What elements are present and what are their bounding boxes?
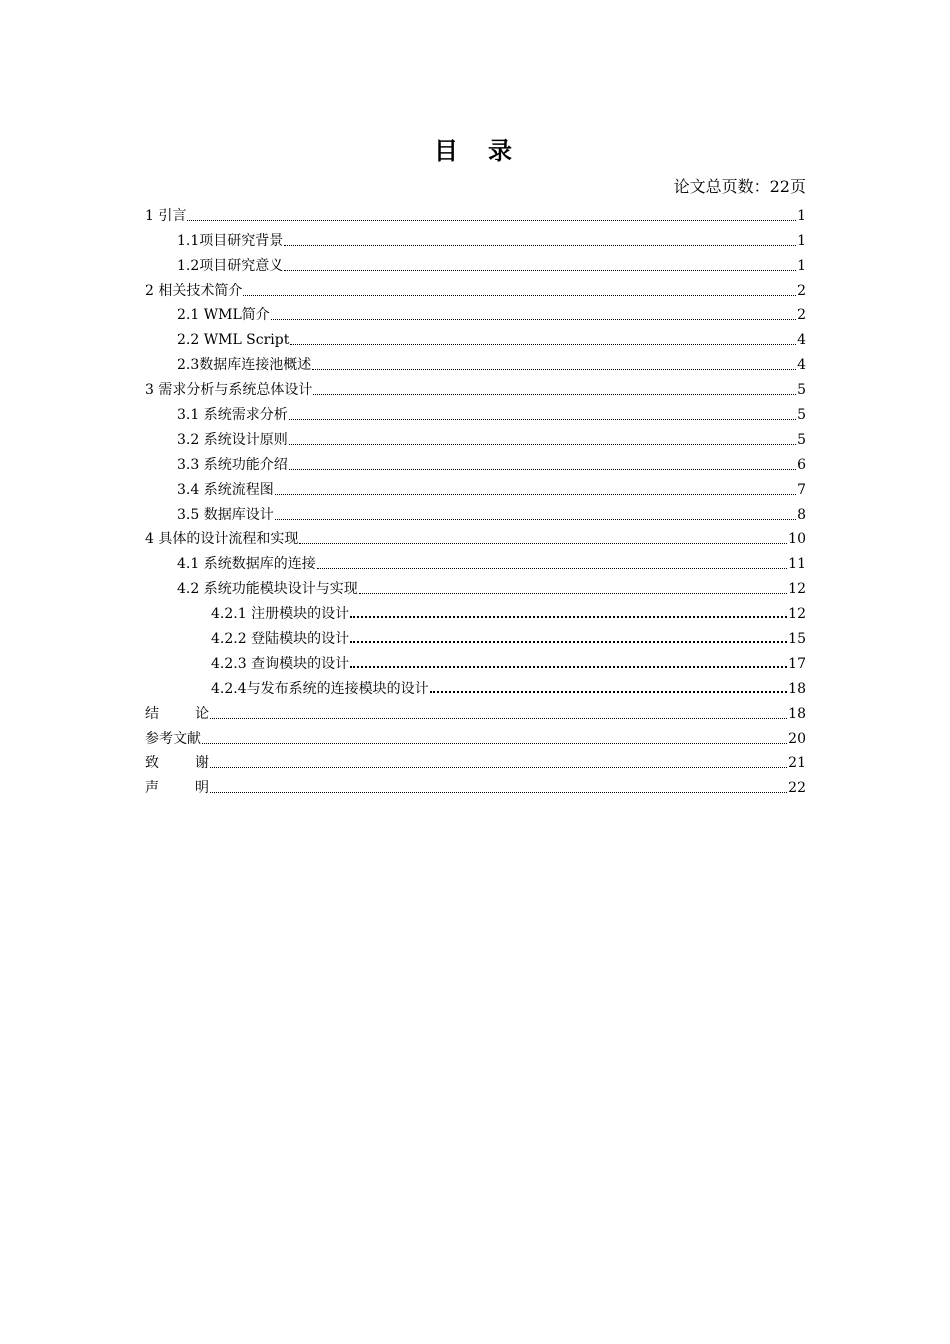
toc-entry-page-number: 17 — [788, 655, 806, 672]
toc-entry-label: 4.1 系统数据库的连接 — [177, 556, 316, 573]
toc-entry[interactable] — [145, 424, 806, 449]
toc-entry-label: 4.2 系统功能模块设计与实现 — [177, 581, 358, 598]
toc-entry-page-number: 22 — [788, 780, 806, 797]
toc-entry-page-number: 1 — [797, 232, 806, 249]
toc-entry[interactable] — [145, 698, 806, 723]
toc-entry-page-number: 5 — [797, 382, 806, 399]
toc-dot-leader — [312, 369, 796, 370]
toc-entry[interactable] — [145, 772, 806, 797]
toc-entry-label: 4.2.1 注册模块的设计 — [211, 606, 350, 623]
toc-entry[interactable] — [145, 275, 806, 300]
toc-entry-page-number: 4 — [797, 332, 806, 349]
toc-dot-leader — [350, 616, 787, 618]
toc-entry-label: 2.2 WML Script — [177, 332, 290, 349]
toc-entry[interactable] — [145, 573, 806, 598]
toc-dot-leader — [202, 743, 787, 744]
toc-entry-page-number: 18 — [788, 705, 806, 722]
toc-entry-page-number: 15 — [788, 631, 806, 648]
toc-entry[interactable] — [145, 499, 806, 524]
toc-dot-leader — [289, 444, 796, 445]
toc-entry-page-number: 2 — [797, 307, 806, 324]
toc-entry-page-number: 11 — [788, 556, 806, 573]
toc-entry-page-number: 1 — [797, 207, 806, 224]
toc-entry-label: 3 需求分析与系统总体设计 — [145, 382, 313, 399]
toc-entry[interactable] — [145, 474, 806, 499]
toc-dot-leader — [210, 718, 787, 719]
toc-dot-leader — [430, 691, 788, 693]
toc-dot-leader — [289, 469, 796, 470]
toc-dot-leader — [299, 543, 787, 544]
toc-dot-leader — [284, 270, 796, 271]
toc-entry-label: 4 具体的设计流程和实现 — [145, 531, 299, 548]
toc-dot-leader — [284, 245, 796, 246]
toc-entry-label: 1 引言 — [145, 207, 187, 224]
toc-entry[interactable] — [145, 449, 806, 474]
toc-title-char-1: 目 — [434, 136, 462, 165]
toc-entry[interactable] — [145, 349, 806, 374]
toc-entry-label: 声明 — [145, 780, 209, 797]
toc-entry-label: 4.2.2 登陆模块的设计 — [211, 631, 350, 648]
toc-dot-leader — [350, 641, 787, 643]
toc-entry-label: 3.1 系统需求分析 — [177, 407, 288, 424]
toc-entry-label: 3.5 数据库设计 — [177, 506, 274, 523]
toc-dot-leader — [210, 792, 787, 793]
toc-entry-page-number: 12 — [788, 581, 806, 598]
toc-entry-label: 4.2.3 查询模块的设计 — [211, 655, 350, 672]
toc-entry[interactable] — [145, 300, 806, 325]
toc-entry-label: 2 相关技术简介 — [145, 282, 243, 299]
toc-dot-leader — [187, 220, 796, 221]
toc-entry-label: 致谢 — [145, 755, 209, 772]
toc-entry[interactable] — [145, 598, 806, 623]
toc-entry-label: 结论 — [145, 705, 209, 722]
toc-dot-leader — [210, 767, 787, 768]
toc-entry[interactable] — [145, 673, 806, 698]
toc-entry[interactable] — [145, 524, 806, 549]
toc-entry-label: 1.2项目研究意义 — [177, 257, 284, 274]
toc-entry[interactable] — [145, 623, 806, 648]
toc-entry[interactable] — [145, 225, 806, 250]
toc-entry-label: 3.3 系统功能介绍 — [177, 456, 288, 473]
toc-title — [0, 134, 950, 168]
toc-entry-label: 4.2.4与发布系统的连接模块的设计 — [211, 680, 429, 697]
toc-dot-leader — [317, 568, 787, 569]
toc-dot-leader — [359, 593, 787, 594]
toc-entry-label: 3.4 系统流程图 — [177, 481, 274, 498]
toc-entry[interactable] — [145, 748, 806, 773]
toc-entry-page-number: 18 — [788, 680, 806, 697]
toc-entry-page-number: 8 — [797, 506, 806, 523]
toc-entry[interactable] — [145, 374, 806, 399]
toc-entry-page-number: 20 — [788, 730, 806, 747]
toc-entry[interactable] — [145, 723, 806, 748]
toc-entry-page-number: 6 — [797, 456, 806, 473]
toc-entry[interactable] — [145, 648, 806, 673]
toc-entry[interactable] — [145, 399, 806, 424]
toc-entry-page-number: 21 — [788, 755, 806, 772]
toc-entry-page-number: 7 — [797, 481, 806, 498]
toc-dot-leader — [243, 295, 796, 296]
toc-entry[interactable] — [145, 324, 806, 349]
toc-entry-label: 3.2 系统设计原则 — [177, 431, 288, 448]
toc-entry[interactable] — [145, 250, 806, 275]
toc-entry-page-number: 1 — [797, 257, 806, 274]
toc-entry[interactable] — [145, 548, 806, 573]
table-of-contents — [145, 200, 806, 797]
toc-entry-page-number: 12 — [788, 606, 806, 623]
toc-entry-page-number: 5 — [797, 431, 806, 448]
toc-entry[interactable] — [145, 200, 806, 225]
toc-dot-leader — [289, 419, 796, 420]
toc-entry-label: 2.1 WML简介 — [177, 307, 270, 324]
toc-entry-page-number: 10 — [788, 531, 806, 548]
toc-title-char-2: 录 — [488, 136, 516, 165]
toc-entry-label: 参考文献 — [145, 730, 201, 747]
toc-entry-label: 1.1项目研究背景 — [177, 232, 284, 249]
toc-entry-page-number: 5 — [797, 407, 806, 424]
toc-entry-label: 2.3数据库连接池概述 — [177, 357, 312, 374]
total-page-count: 论文总页数：22页 — [673, 177, 806, 196]
toc-dot-leader — [350, 666, 787, 668]
toc-dot-leader — [313, 394, 796, 395]
toc-entry-page-number: 4 — [797, 357, 806, 374]
toc-dot-leader — [275, 494, 796, 495]
toc-dot-leader — [290, 344, 796, 345]
toc-dot-leader — [271, 319, 796, 320]
toc-dot-leader — [275, 519, 796, 520]
toc-entry-page-number: 2 — [797, 282, 806, 299]
